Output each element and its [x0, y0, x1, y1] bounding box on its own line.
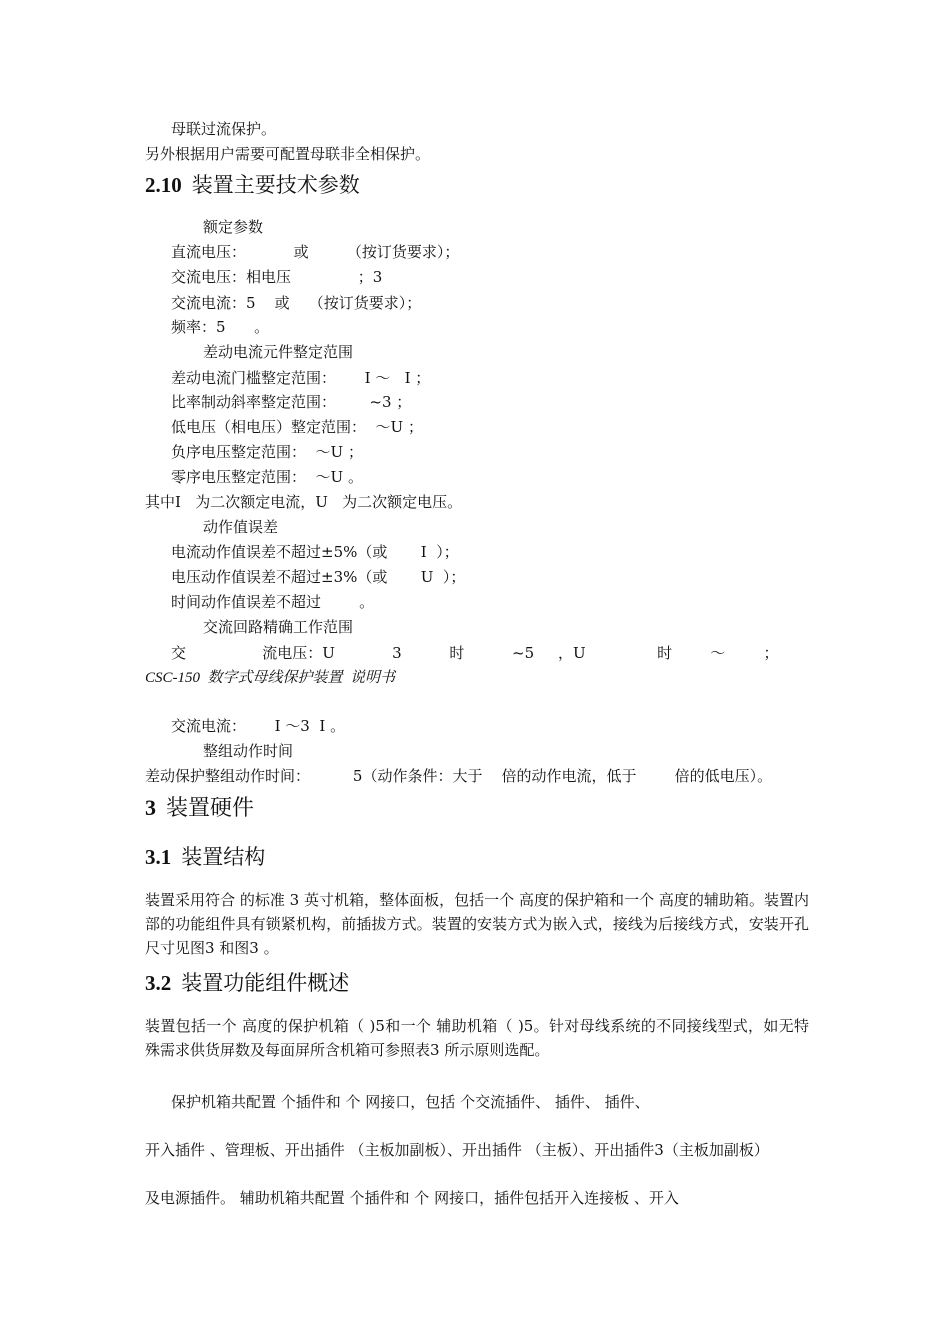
- text-line: 负序电压整定范围： ～U ；: [171, 443, 363, 461]
- text-line: 交流电流：5 或 （按订货要求）；: [171, 294, 422, 312]
- text-line: 零序电压整定范围： ～U 。: [171, 468, 363, 486]
- subsection-title: 交流回路精确工作范围: [203, 618, 354, 636]
- text-line: 低电压（相电压）整定范围： ～U ；: [171, 418, 423, 436]
- subsection-title: 动作值误差: [203, 518, 279, 536]
- section-title: 装置功能组件概述: [181, 971, 350, 995]
- section-number: 3: [145, 795, 156, 820]
- paragraph: 装置采用符合 的标准 3 英寸机箱，整体面板，包括一个 高度的保护箱和一个 高度的辅助箱。装置内部的功能组件具有锁紧机构，前插拔方式。装置的安装方式为嵌入式，接线为后接线方式，安装开孔尺寸见图3 和图3 。: [145, 891, 809, 957]
- paragraph: 装置包括一个 高度的保护机箱（ )5和一个 辅助机箱（ )5。针对母线系统的不同接线型式，如无特殊需求供货屏数及每面屏所含机箱可参照表3 所示原则选配。: [145, 1017, 809, 1059]
- section-number: 3.2: [145, 971, 172, 995]
- section-title: 装置结构: [181, 845, 266, 869]
- paragraph: 及电源插件。 辅助机箱共配置 个插件和 个 网接口，插件包括开入连接板 、开入: [145, 1189, 679, 1207]
- section-heading: [145, 844, 265, 870]
- paragraph: 开入插件 、管理板、开出插件 （主板加副板）、开出插件 （主板）、开出插件3（主板加副板）: [145, 1141, 769, 1159]
- subsection-title: 整组动作时间: [203, 742, 294, 760]
- text-line: 频率：5 。: [171, 318, 270, 336]
- section-title: 装置硬件: [166, 796, 255, 821]
- subsection-title: 额定参数: [203, 218, 264, 236]
- paragraph-text: 保护机箱共配置 个插件和 个 网接口，包括 个交流插件、 插件、 插件、: [171, 1093, 650, 1111]
- text-line: 交 流电压：U 3 时 ~5 ，U 时 ～ ；: [171, 644, 779, 662]
- chapter-heading: [145, 794, 254, 823]
- text-line: 比率制动斜率整定范围： ~3 ；: [171, 393, 412, 411]
- section-heading: [145, 970, 349, 996]
- text-line: 电流动作值误差不超过±5%（或 I ）；: [171, 543, 459, 561]
- text-line: 交流电流： I ～3 I 。: [171, 717, 346, 735]
- text-line: 差动保护整组动作时间： 5（动作条件：大于 倍的动作电流，低于 倍的低电压）。: [145, 767, 773, 785]
- paragraph: [145, 1090, 809, 1114]
- page-footer-label: CSC-150 数字式母线保护装置 说明书: [145, 670, 396, 686]
- section-number: 3.1: [145, 845, 172, 869]
- text-line: 另外根据用户需要可配置母联非全相保护。: [145, 145, 431, 163]
- section-heading: [145, 172, 360, 198]
- section-number: 2.10: [145, 173, 182, 197]
- text-line: 交流电压：相电压 ；3: [171, 268, 383, 286]
- text-line: 直流电压： 或 （按订货要求）；: [171, 243, 460, 261]
- text-line: 时间动作值误差不超过 。: [171, 593, 375, 611]
- section-title: 装置主要技术参数: [191, 173, 360, 197]
- text-line: 差动电流门槛整定范围： I ～ I ；: [171, 369, 431, 387]
- text-line: 电压动作值误差不超过±3%（或 U ）；: [171, 568, 466, 586]
- subsection-title: 差动电流元件整定范围: [203, 343, 354, 361]
- text-line: 其中I 为二次额定电流，U 为二次额定电压。: [145, 493, 463, 511]
- text-line: 母联过流保护。: [171, 120, 277, 138]
